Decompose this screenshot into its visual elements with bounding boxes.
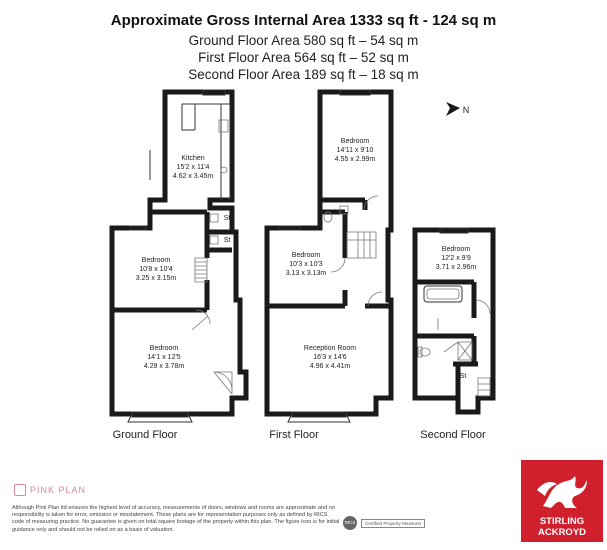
rics-text: Certified Property Measurer — [361, 519, 425, 528]
bedroom-metric: 3.71 x 2.96m — [435, 264, 477, 271]
compass-icon — [446, 102, 469, 116]
ground-floor-plan — [112, 90, 246, 422]
store-label: St — [223, 237, 231, 244]
reception-room-imperial: 16'3 x 14'6 — [313, 354, 347, 361]
bedroom-name: Bedroom — [291, 252, 321, 259]
store-label: St — [223, 215, 231, 222]
bedroom-imperial: 14'1 x 12'5 — [147, 354, 181, 361]
bedroom-metric: 3.25 x 3.15m — [135, 275, 177, 282]
bedroom-name: Bedroom — [141, 257, 171, 264]
pink-plan-name: PINK PLAN — [30, 485, 87, 495]
second-floor-label: Second Floor — [420, 429, 486, 441]
first-floor-area: First Floor Area 564 sq ft – 52 sq m — [198, 50, 409, 65]
first-floor-label: First Floor — [269, 429, 319, 441]
bedroom-metric: 4.29 x 3.78m — [143, 363, 185, 370]
second-floor-plan — [415, 228, 493, 412]
bedroom-name: Bedroom — [441, 246, 471, 253]
bedroom-imperial: 14'11 x 9'10 — [336, 147, 374, 154]
kitchen-name: Kitchen — [181, 155, 205, 162]
store-label: St — [459, 373, 467, 380]
rics-badge-icon: RICS — [343, 516, 357, 530]
reception-room-metric: 4.96 x 4.41m — [309, 363, 351, 370]
bedroom-imperial: 10'3 x 10'3 — [289, 261, 323, 268]
stirling-ackroyd-logo — [521, 460, 603, 542]
brand-line-1: STIRLING — [539, 516, 585, 527]
kitchen-imperial: 15'2 x 11'4 — [176, 164, 210, 171]
bedroom-name: Bedroom — [340, 138, 370, 145]
rics-certification — [343, 516, 425, 530]
bedroom-imperial: 12'2 x 9'9 — [441, 255, 471, 262]
first-floor-plan — [267, 90, 391, 422]
bedroom-imperial: 10'8 x 10'4 — [139, 266, 173, 273]
reception-room-name: Reception Room — [303, 345, 357, 352]
house-icon — [14, 484, 26, 496]
disclaimer: Although Pink Plan ltd ensures the highest level of accuracy, measurements of doors, windows and rooms are approximate and no responsibility is taken for error, omission or misstatement. These plans are for representation purposes only as defined by RICS code of measuring practice. No guarantee is given on total square footage of the property within this plan. The figure icon is for initial guidance only and should not be relied on as a basis of valuation. — [12, 505, 340, 533]
compass-label: N — [462, 105, 470, 115]
second-floor-area: Second Floor Area 189 sq ft – 18 sq m — [188, 67, 419, 82]
bedroom-metric: 3.13 x 3.13m — [285, 270, 327, 277]
pink-plan-logo — [14, 484, 86, 496]
ground-floor-area: Ground Floor Area 580 sq ft – 54 sq m — [188, 33, 419, 48]
area-title: Approximate Gross Internal Area 1333 sq ft - 124 sq m — [110, 12, 497, 29]
kitchen-metric: 4.62 x 3.45m — [172, 173, 214, 180]
bedroom-name: Bedroom — [149, 345, 179, 352]
bedroom-metric: 4.55 x 2.99m — [334, 156, 376, 163]
ground-floor-label: Ground Floor — [112, 429, 178, 441]
brand-line-2: ACKROYD — [537, 527, 587, 538]
griffin-icon — [521, 462, 603, 518]
